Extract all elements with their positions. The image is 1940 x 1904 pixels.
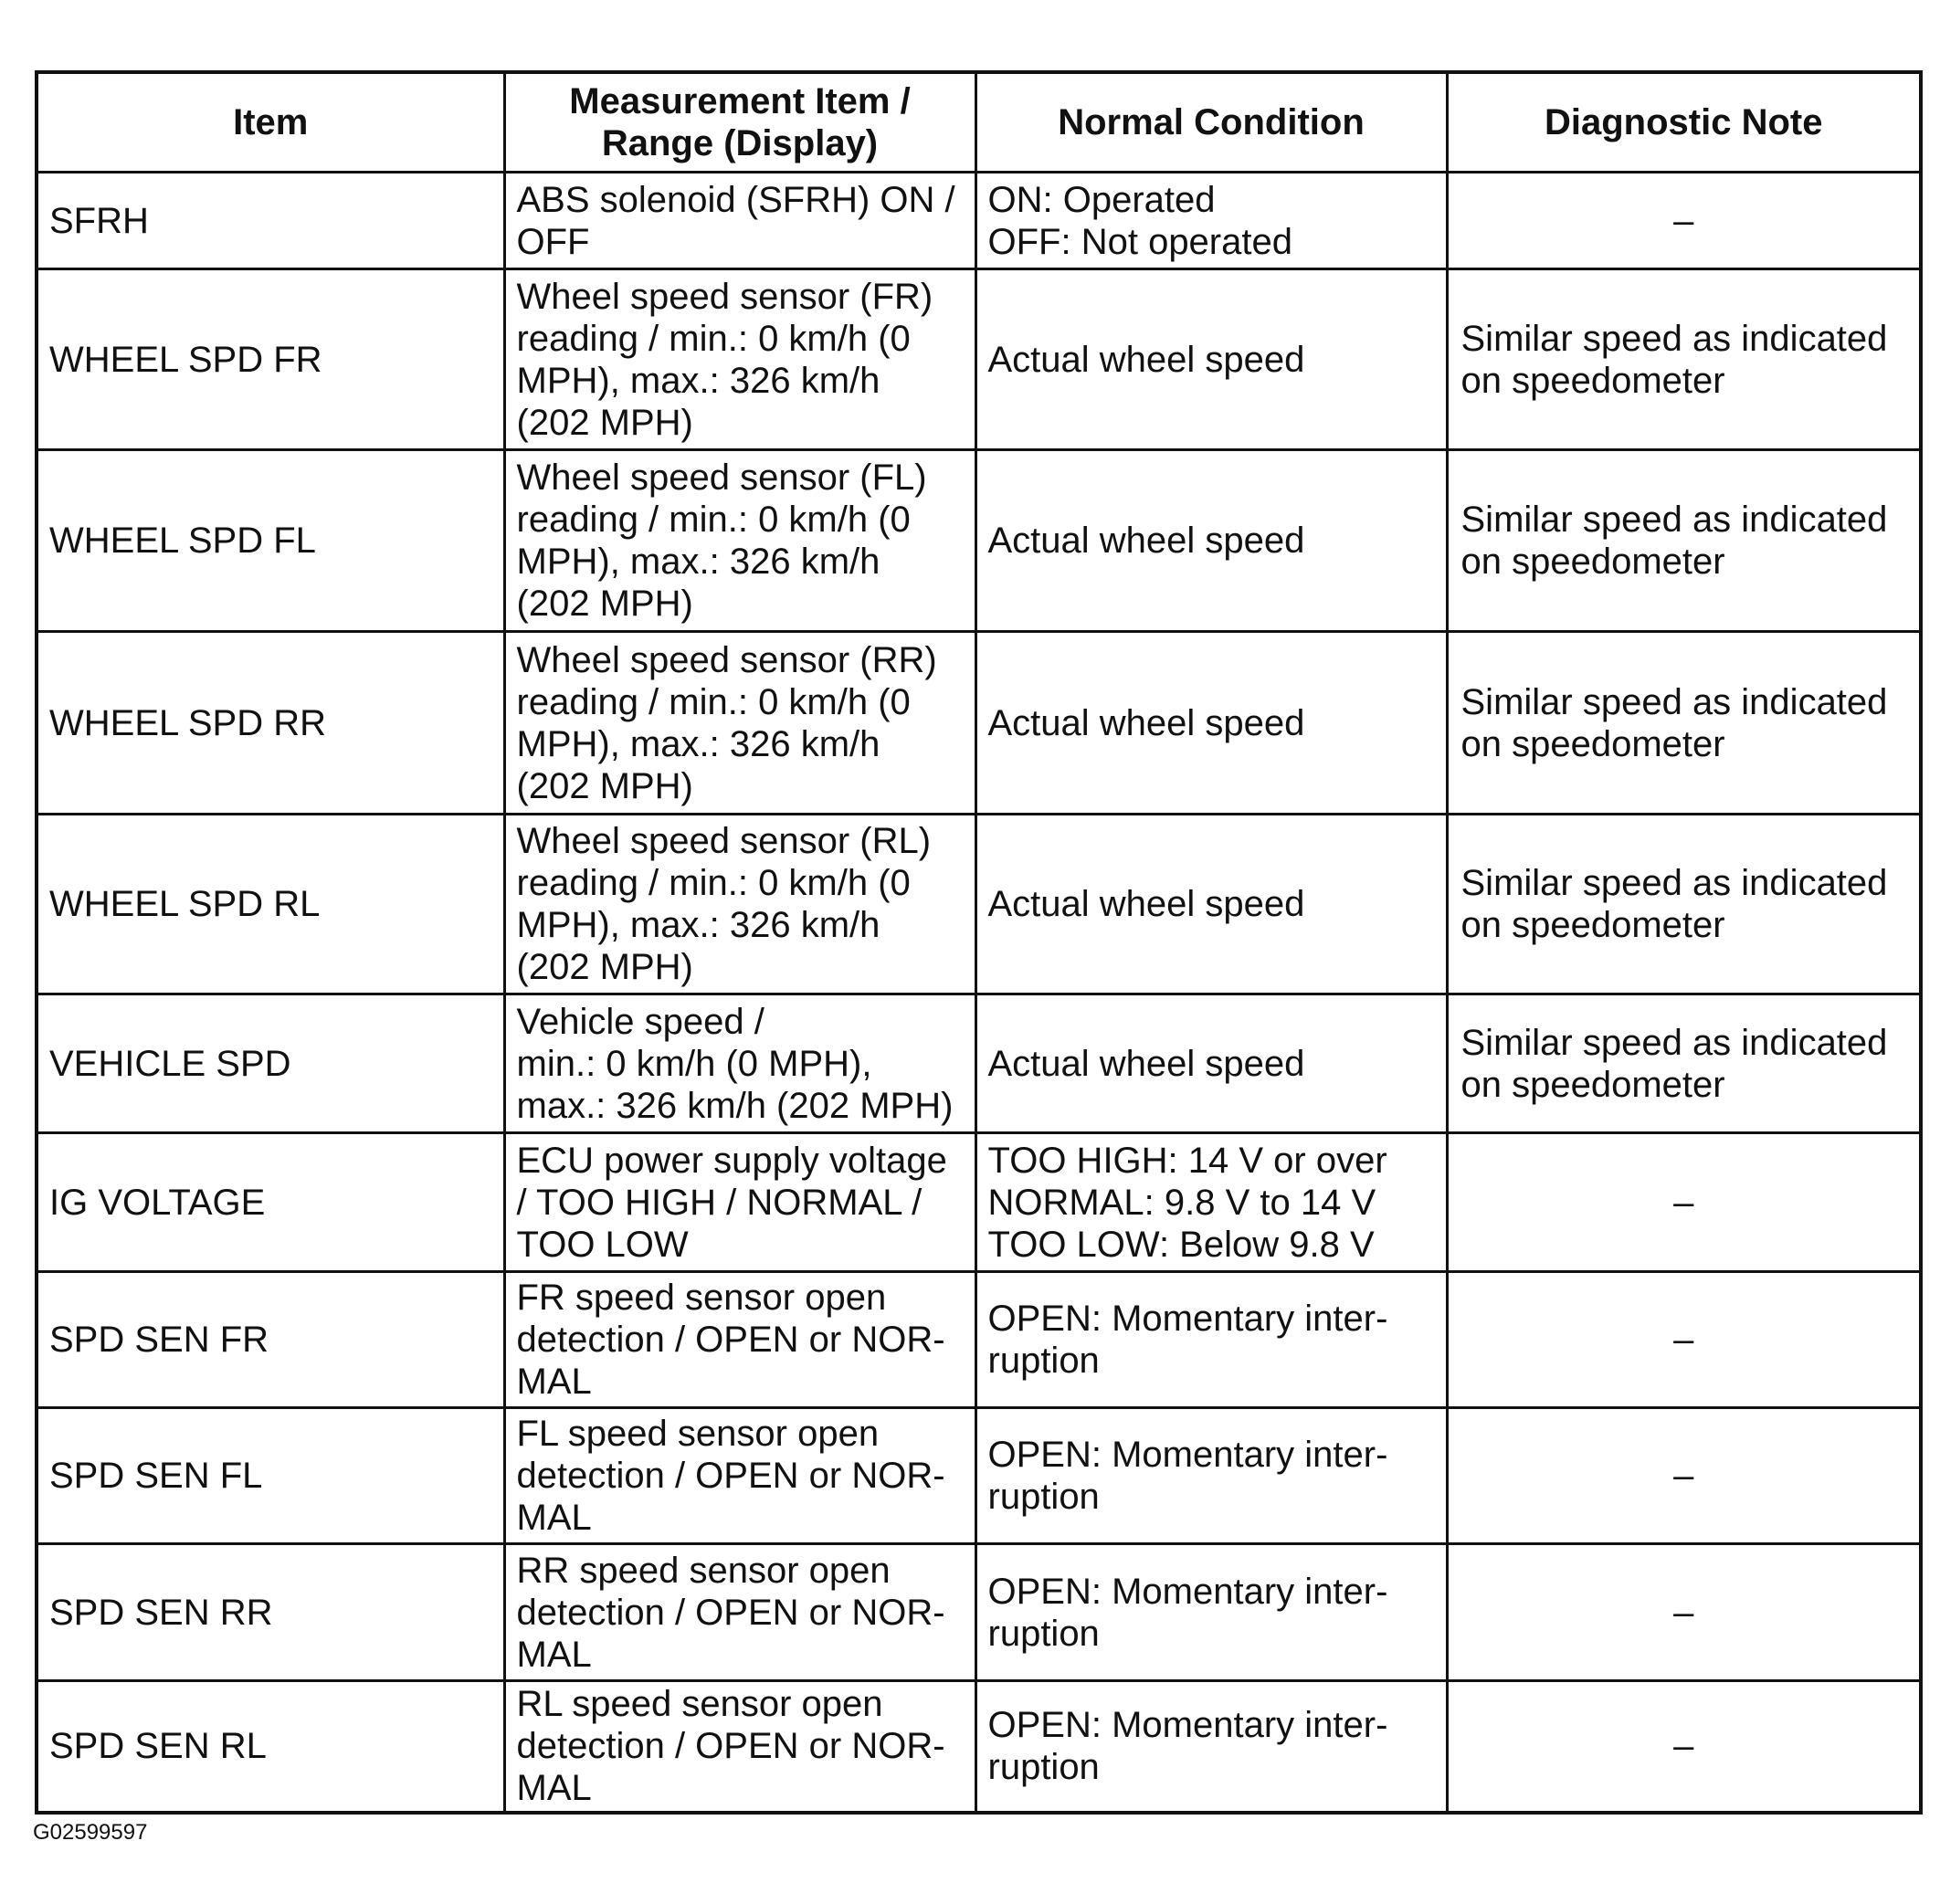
cell-item: IG VOLTAGE xyxy=(37,1133,504,1272)
table-row xyxy=(37,1272,1921,1408)
header-item: Item xyxy=(37,72,504,173)
cell-diagnostic-note: – xyxy=(1447,1408,1921,1544)
cell-diagnostic-note: – xyxy=(1447,1133,1921,1272)
cell-item: VEHICLE SPD xyxy=(37,994,504,1133)
cell-diagnostic-note: – xyxy=(1447,1272,1921,1408)
cell-item: SPD SEN FL xyxy=(37,1408,504,1544)
cell-normal-condition: Actual wheel speed xyxy=(975,994,1447,1133)
table-row xyxy=(37,173,1921,269)
cell-normal-condition: OPEN: Momentary inter- ruption xyxy=(975,1272,1447,1408)
data-list-table xyxy=(35,70,1923,1815)
cell-measurement: Wheel speed sensor (FL) reading / min.: 0 km/h (0 MPH), max.: 326 km/h (202 MPH) xyxy=(504,450,975,632)
table-row xyxy=(37,1133,1921,1272)
cell-item: SPD SEN RR xyxy=(37,1544,504,1681)
table-row xyxy=(37,1681,1921,1813)
cell-measurement: Wheel speed sensor (RL) reading / min.: 0 km/h (0 MPH), max.: 326 km/h (202 MPH) xyxy=(504,815,975,994)
cell-measurement: ECU power supply voltage / TOO HIGH / NORMAL / TOO LOW xyxy=(504,1133,975,1272)
table-row xyxy=(37,269,1921,450)
cell-diagnostic-note: Similar speed as indicated on speedometer xyxy=(1447,450,1921,632)
cell-item: SPD SEN RL xyxy=(37,1681,504,1813)
table-row xyxy=(37,1408,1921,1544)
cell-diagnostic-note: Similar speed as indicated on speedometer xyxy=(1447,994,1921,1133)
cell-diagnostic-note: Similar speed as indicated on speedometer xyxy=(1447,815,1921,994)
cell-item: WHEEL SPD RL xyxy=(37,815,504,994)
cell-item: WHEEL SPD FR xyxy=(37,269,504,450)
cell-normal-condition: OPEN: Momentary inter- ruption xyxy=(975,1681,1447,1813)
cell-item: WHEEL SPD RR xyxy=(37,632,504,815)
header-measurement: Measurement Item / Range (Display) xyxy=(504,72,975,173)
cell-measurement: RL speed sensor open detection / OPEN or NOR- MAL xyxy=(504,1681,975,1813)
cell-normal-condition: OPEN: Momentary inter- ruption xyxy=(975,1544,1447,1681)
cell-diagnostic-note: – xyxy=(1447,173,1921,269)
cell-measurement: FR speed sensor open detection / OPEN or NOR- MAL xyxy=(504,1272,975,1408)
cell-measurement: Wheel speed sensor (FR) reading / min.: 0 km/h (0 MPH), max.: 326 km/h (202 MPH) xyxy=(504,269,975,450)
cell-item: SPD SEN FR xyxy=(37,1272,504,1408)
cell-item: WHEEL SPD FL xyxy=(37,450,504,632)
table-row xyxy=(37,632,1921,815)
cell-normal-condition: ON: Operated OFF: Not operated xyxy=(975,173,1447,269)
table-row xyxy=(37,994,1921,1133)
cell-measurement: Wheel speed sensor (RR) reading / min.: 0 km/h (0 MPH), max.: 326 km/h (202 MPH) xyxy=(504,632,975,815)
table-header-row xyxy=(37,72,1921,173)
table-row xyxy=(37,815,1921,994)
cell-measurement: RR speed sensor open detection / OPEN or NOR- MAL xyxy=(504,1544,975,1681)
header-normal-condition: Normal Condition xyxy=(975,72,1447,173)
cell-diagnostic-note: Similar speed as indicated on speedometer xyxy=(1447,269,1921,450)
cell-measurement: FL speed sensor open detection / OPEN or NOR- MAL xyxy=(504,1408,975,1544)
cell-diagnostic-note: Similar speed as indicated on speedometer xyxy=(1447,632,1921,815)
cell-normal-condition: TOO HIGH: 14 V or over NORMAL: 9.8 V to 14 V TOO LOW: Below 9.8 V xyxy=(975,1133,1447,1272)
cell-normal-condition: Actual wheel speed xyxy=(975,269,1447,450)
cell-diagnostic-note: – xyxy=(1447,1681,1921,1813)
table-row xyxy=(37,1544,1921,1681)
cell-item: SFRH xyxy=(37,173,504,269)
cell-normal-condition: Actual wheel speed xyxy=(975,632,1447,815)
cell-measurement: Vehicle speed / min.: 0 km/h (0 MPH), max.: 326 km/h (202 MPH) xyxy=(504,994,975,1133)
cell-normal-condition: Actual wheel speed xyxy=(975,450,1447,632)
figure-code: G02599597 xyxy=(33,1820,148,1845)
cell-normal-condition: Actual wheel speed xyxy=(975,815,1447,994)
table-row xyxy=(37,450,1921,632)
cell-normal-condition: OPEN: Momentary inter- ruption xyxy=(975,1408,1447,1544)
cell-measurement: ABS solenoid (SFRH) ON / OFF xyxy=(504,173,975,269)
cell-diagnostic-note: – xyxy=(1447,1544,1921,1681)
header-diagnostic-note: Diagnostic Note xyxy=(1447,72,1921,173)
